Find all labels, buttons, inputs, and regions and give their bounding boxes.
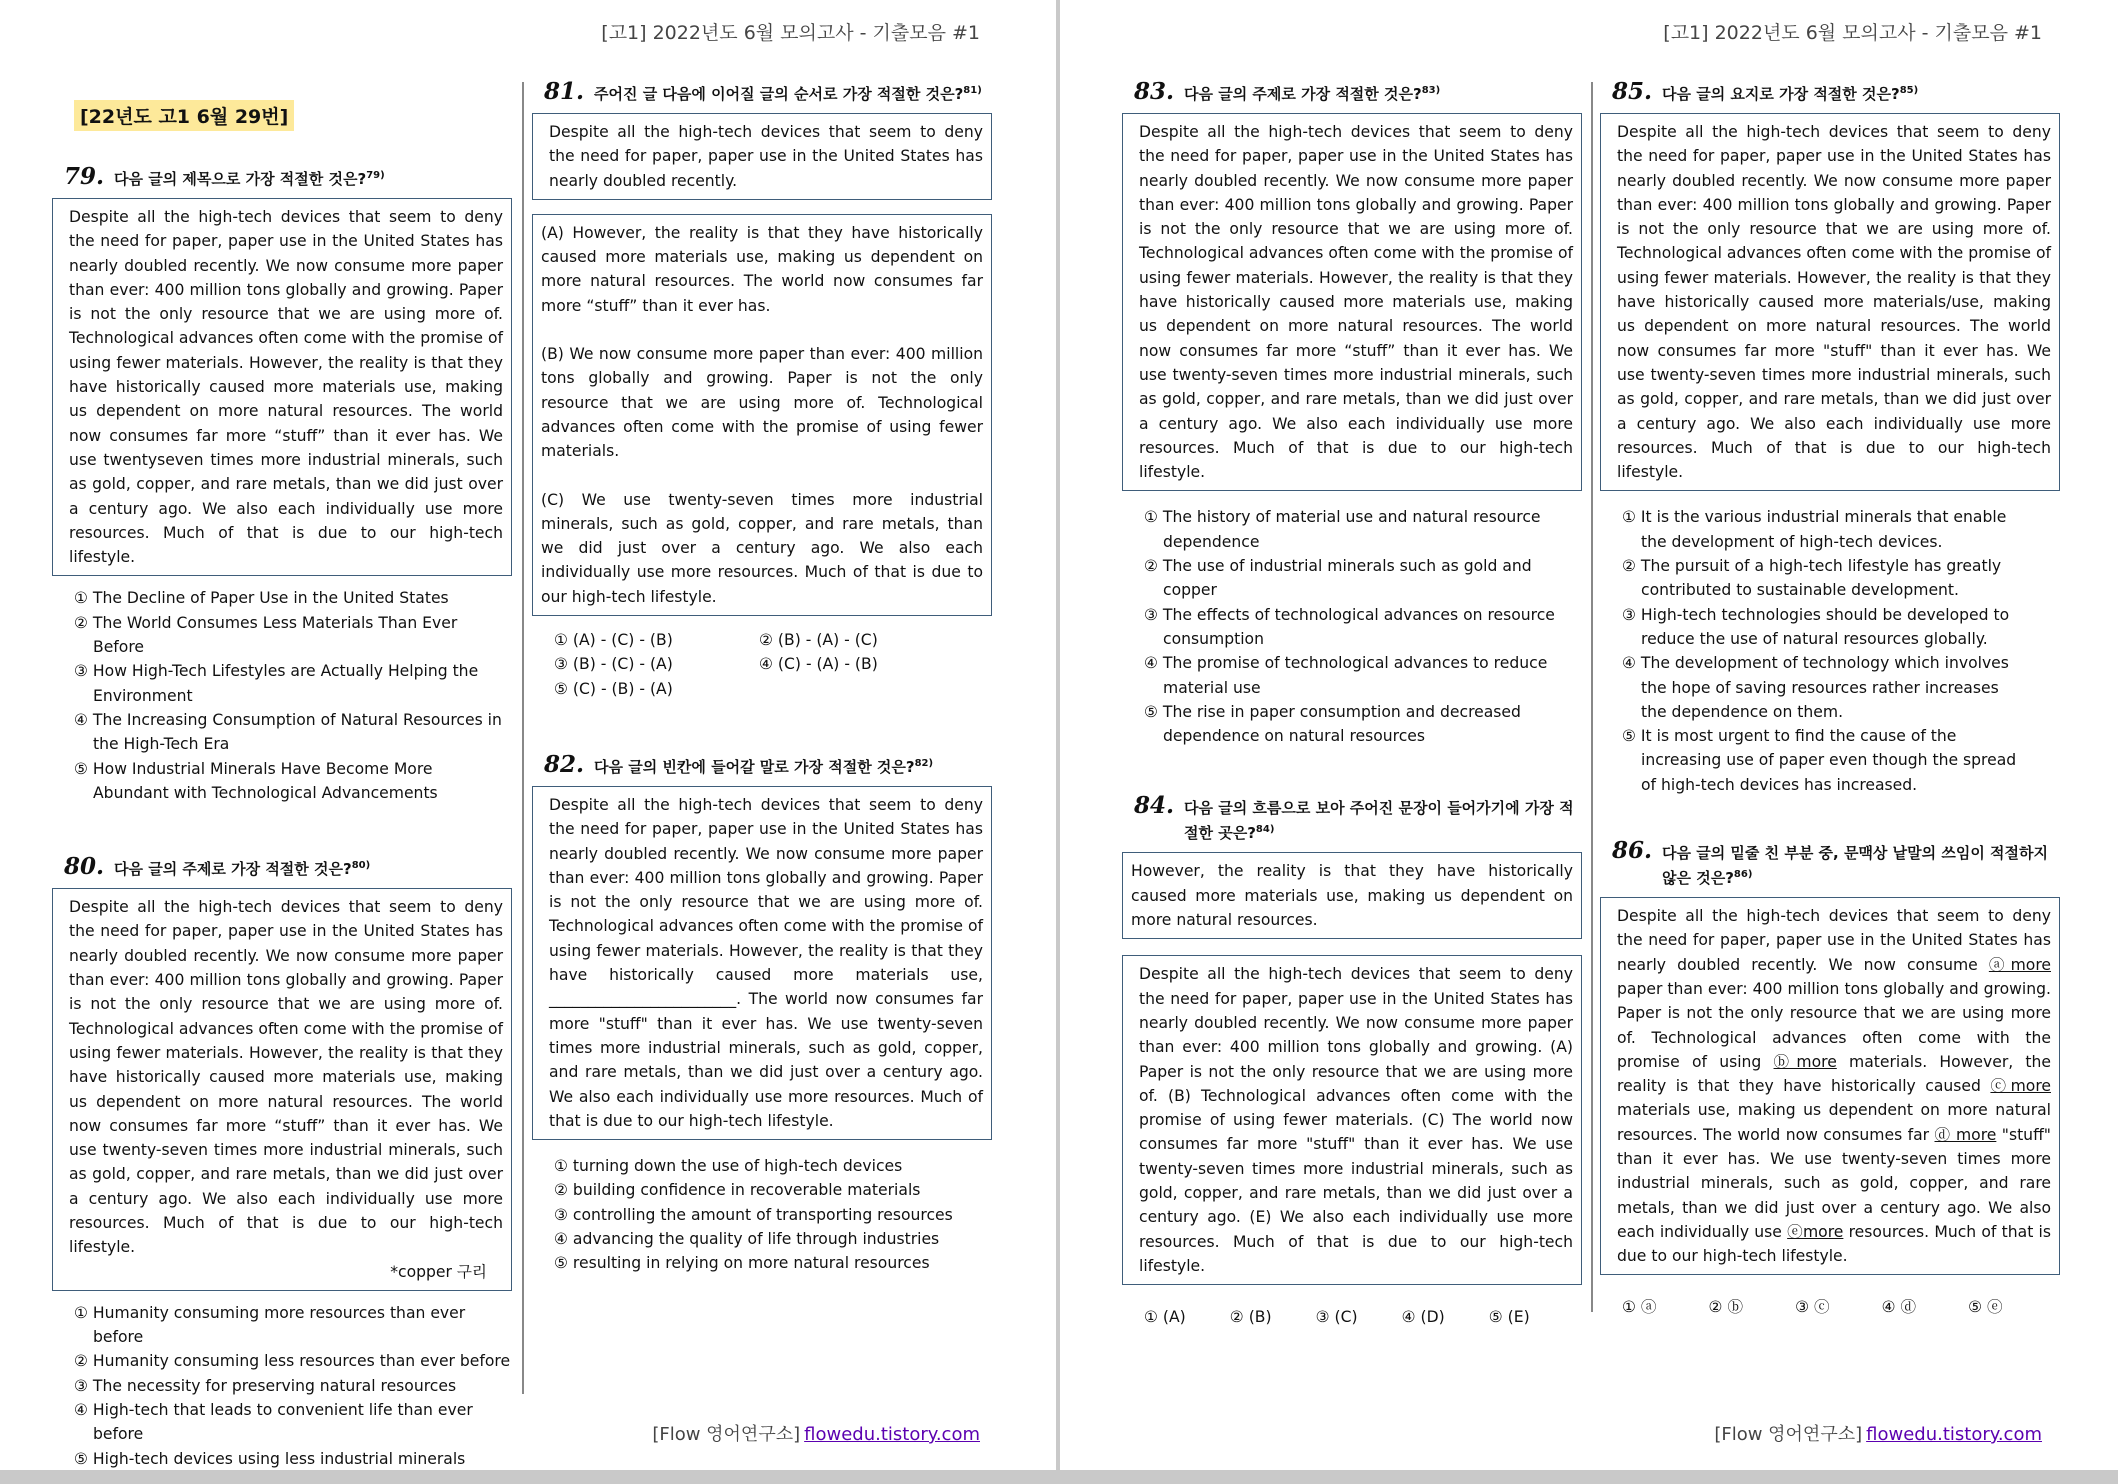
question-80 [52,853,512,1471]
question-number: 81. [544,78,585,105]
option-5[interactable]: ⑤ High-tech devices using less industrial minerals [74,1449,466,1468]
question-number: 86. [1612,837,1653,865]
passage-text: Despite all the high-tech devices that seem to deny the need for paper, paper use in the United States has nearly doubled recently. We now consume more paper than ever: 400 million tons globally and growing. Paper is not the only resource that we are using more of. Technological advances often come with the promise of using fewer materials. However, the reality is that they have historically caused more materials use, making us dependent on more natural resources. The world now consumes far more “stuff” than it ever has. We use twentyseven times more industrial minerals, such as gold, copper, and rare metals, than we did just over a century ago. We also each individually use more resources. Much of that is due to our high-tech lifestyle. [69,208,503,567]
underline-c: ⓒmore [1990,1077,2051,1096]
answer-options [1122,505,1582,748]
answer-options [532,628,992,701]
question-81 [532,78,992,701]
question-prompt: 다음 글의 제목으로 가장 적절한 것은?$^{79)}$ [114,170,385,188]
option-2[interactable]: ② ⓑ [1708,1298,1744,1317]
question-79 [52,163,512,805]
question-prompt: 주어진 글 다음에 이어질 글의 순서로 가장 적절한 것은?$^{81)}$ [594,85,982,103]
answer-options [1600,1295,2060,1319]
question-number: 80. [64,853,105,881]
option-4[interactable]: ④ The development of technology which involves the hope of saving resources rather increases the dependence on them. [1622,654,2009,721]
option-2[interactable]: ② The pursuit of a high-tech lifestyle has greatly contributed to sustainable development. [1622,557,2002,600]
option-4[interactable]: ④ High-tech that leads to convenient life than ever before [74,1401,473,1444]
option-4[interactable]: ④ The promise of technological advances to reduce material use [1144,654,1548,697]
passage-box [52,198,512,576]
question-85 [1600,78,2060,797]
footer-brand: [Flow 영어연구소] [1714,1424,1863,1445]
question-number: 79. [64,163,105,190]
underline-a: ⓐmore [1988,955,2051,974]
page-right [1060,0,2118,1470]
underline-b: ⓑmore [1773,1052,1837,1071]
option-2[interactable]: ② Humanity consuming less resources than ever before [74,1352,511,1371]
underline-d: ⓓ more [1934,1125,1997,1144]
column-divider [1591,82,1593,1312]
question-prompt: 다음 글의 밑줄 친 부분 중, 문맥상 낱말의 쓰임이 적절하지 않은 것은?$^{86)}$ [1662,844,2048,888]
question-prompt: 다음 글의 주제로 가장 적절한 것은?$^{80)}$ [114,860,371,879]
passage-box [1122,113,1582,491]
question-prompt: 다음 글의 요지로 가장 적절한 것은?$^{85)}$ [1662,85,1919,103]
option-3[interactable]: ③ ⓒ [1795,1298,1830,1317]
option-1[interactable]: ① (A) [1144,1308,1186,1327]
given-sentence: However, the reality is that they have historically caused more materials use, making us dependent on more natural resources. [1131,862,1573,930]
running-header: [고1] 2022년도 6월 모의고사 - 기출모음 #1 [601,22,980,44]
option-4[interactable]: ④ advancing the quality of life through industries [554,1229,940,1248]
option-5[interactable]: ⑤ The rise in paper consumption and decreased dependence on natural resources [1144,702,1521,746]
given-sentence-box [1122,852,1582,939]
column-divider [522,82,524,1394]
passage-box [532,214,992,616]
option-4[interactable]: ④ The Increasing Consumption of Natural Resources in the High-Tech Era [74,710,502,754]
question-number: 83. [1134,78,1175,105]
option-3[interactable]: ③ How High-Tech Lifestyles are Actually Helping the Environment [74,662,479,705]
given-sentence-box [532,113,992,200]
option-4[interactable]: ④ (C) - (A) - (B) [759,655,878,674]
answer-options [1600,505,2060,797]
answer-options [52,586,512,805]
option-3[interactable]: ③ High-tech technologies should be developed to reduce the use of natural resources globally. [1622,605,2010,648]
right-column [1600,78,2060,1319]
right-column [532,78,992,1276]
passage-text: Despite all the high-tech devices that seem to deny the need for paper, paper use in the United States has nearly doubled recently. We now consume more paper than ever: 400 million tons globally and growing. (A) Paper is not the only resource that we are using more of. (B) Technological advances often come with the promise of using fewer materials. (C) The world now consumes far more "stuff" than it ever has. We use twenty-seven times more industrial minerals, such as gold, copper, and rare metals, than we did just over a century ago. (E) We also each individually use more resources. Much of that is due to our high-tech lifestyle. [1139,965,1573,1275]
option-2[interactable]: ② The World Consumes Less Materials Than Ever Before [74,613,458,657]
source-tag: [22년도 고1 6월 29번] [74,100,294,131]
question-83 [1122,78,1582,748]
footer-brand: [Flow 영어연구소] [652,1424,801,1445]
question-86 [1600,837,2060,1319]
option-2[interactable]: ② (B) [1229,1308,1272,1327]
footer-link[interactable]: flowedu.tistory.com [1866,1424,2042,1445]
passage-text: Despite all the high-tech devices that seem to deny the need for paper, paper use in the United States has nearly doubled recently. We now consume more paper than ever: 400 million tons globally and growing. Paper is not the only resource that we are using more of. Technological advances often come with the promise of using fewer materials. However, the reality is that they have historically caused more materials use, making us dependent on more natural resources. The world now consumes far more “stuff” than it ever has. We use twenty-seven times more industrial minerals, such as gold, copper, and rare metals, than we did just over a century ago. We also each individually use more resources. Much of that is due to our high-tech lifestyle. [1139,123,1573,482]
passage-box [1122,955,1582,1285]
option-1[interactable]: ① It is the various industrial minerals that enable the development of high-tech devices. [1622,508,2007,551]
option-5[interactable]: ⑤ ⓔ [1968,1298,2003,1317]
left-column [52,78,512,1471]
passage-box [1600,897,2060,1275]
question-number: 85. [1612,78,1653,105]
answer-options [532,1154,992,1275]
blank: ________________________ [549,990,737,1009]
given-sentence: Despite all the high-tech devices that seem to deny the need for paper, paper use in the United States has nearly doubled recently. [549,123,983,190]
option-1[interactable]: ① The history of material use and natural resource dependence [1144,508,1541,551]
option-1[interactable]: ① turning down the use of high-tech devices [554,1157,903,1176]
question-number: 84. [1134,792,1175,820]
running-header: [고1] 2022년도 6월 모의고사 - 기출모음 #1 [1663,22,2042,44]
question-prompt: 다음 글의 빈칸에 들어갈 말로 가장 적절한 것은?$^{82)}$ [594,757,934,776]
option-2[interactable]: ② building confidence in recoverable materials [554,1181,921,1200]
question-84 [1122,792,1582,1329]
option-4[interactable]: ④ (D) [1401,1308,1445,1327]
passage-box [1600,113,2060,491]
option-2[interactable]: ② (B) - (A) - (C) [759,631,878,650]
passage-text: Despite all the high-tech devices that seem to deny the need for paper, paper use in the United States has nearly doubled recently. We now consume more paper than ever: 400 million tons globally and growing. Paper is not the only resource that we are using more of. Technological advances often come with the promise of using fewer materials. However, the reality is that they have historically caused more materials/use, making us dependent on more natural resources. The world now consumes far more "stuff" than it ever has. We use twenty-seven times more industrial minerals, such as gold, copper, and rare metals, than we did just over a century ago. We also each individually use more resources. Much of that is due to our high-tech lifestyle. [1617,123,2051,482]
option-3[interactable]: ③ (C) [1315,1308,1358,1327]
passage-box [532,786,992,1140]
passage-text: Despite all the high-tech devices that seem to deny the need for paper, paper use in the United States has nearly doubled recently. We now consume more paper than ever: 400 million tons globally and growing. Paper is not the only resource that we are using more of. Technological advances often come with the promise of using fewer materials. However, the reality is that they have historically caused more materials use, making us dependent on more natural resources. The world now consumes far more “stuff” than it ever has. We use twenty-seven times more industrial minerals, such as gold, copper, and rare metals, than we did just over a century ago. We also each individually use more resources. Much of that is due to our high-tech lifestyle. [69,898,503,1257]
option-1[interactable]: ① ⓐ [1622,1298,1657,1317]
passage-box [52,888,512,1291]
paragraph-c: (C) We use twenty-seven times more industrial minerals, such as gold, copper, and rare metals, than we did just over a century ago. We also each individually use more resources. Much of that is due to our high-tech lifestyle. [541,490,983,606]
footer [652,1420,980,1446]
page-left [0,0,1056,1470]
option-4[interactable]: ④ ⓓ [1881,1298,1917,1317]
passage-text: Despite all the high-tech devices that seem to deny the need for paper, paper use in the United States has nearly doubled recently. We now consume more paper than ever: 400 million tons globally and growing. Paper is not the only resource that we are using more of. Technological advances often come with the promise of using fewer materials. However, the reality is that they have historically caused more materials use, ________________________. The world now consumes far more "stuff" than it ever has. We use twenty-seven times more industrial minerals, such as gold, copper, and rare metals, than we did just over a century ago. We also each individually use more resources. Much of that is due to our high-tech lifestyle. [549,795,983,1130]
option-3[interactable]: ③ controlling the amount of transporting resources [554,1205,953,1224]
option-5[interactable]: ⑤ (C) - (B) - (A) [554,679,673,698]
option-5[interactable]: ⑤ (E) [1488,1308,1530,1327]
answer-options [52,1301,512,1471]
option-1[interactable]: ① The Decline of Paper Use in the United States [74,589,449,608]
option-5[interactable]: ⑤ It is most urgent to find the cause of the increasing use of paper even though the spread of high-tech devices has increased. [1622,727,2017,794]
option-3[interactable]: ③ (B) - (C) - (A) [554,655,673,674]
option-5[interactable]: ⑤ resulting in relying on more natural resources [554,1254,930,1273]
question-82 [532,751,992,1276]
option-3[interactable]: ③ The necessity for preserving natural resources [74,1376,457,1395]
question-prompt: 다음 글의 주제로 가장 적절한 것은?$^{83)}$ [1184,85,1441,103]
option-5[interactable]: ⑤ How Industrial Minerals Have Become More Abundant with Technological Advancements [74,759,438,802]
left-column [1122,78,1582,1329]
option-2[interactable]: ② The use of industrial minerals such as gold and copper [1144,557,1532,600]
footer [1714,1420,2042,1446]
underline-e: ⓔmore [1787,1222,1844,1241]
paragraph-b: (B) We now consume more paper than ever: 400 million tons globally and growing. Paper is not the only resource that we are using more of. Technological advances often come with the promise of using fewer materials. [541,345,983,461]
answer-options [1122,1305,1582,1329]
option-1[interactable]: ① Humanity consuming more resources than ever before [74,1303,466,1347]
option-1[interactable]: ① (A) - (C) - (B) [554,631,673,650]
passage-text: Despite all the high-tech devices that seem to deny the need for paper, paper use in the United States has nearly doubled recently. We now consume ⓐmore paper than ever: 400 million tons globally and growing. Paper is not the only resource that we are using more of. Technological advances often come with the promise of using ⓑmore materials. However, the reality is that they have historically caused ⓒmore materials use, making us dependent on more natural resources. The world now consumes far ⓓ more "stuff" than it ever has. We use twenty-seven times more industrial minerals, such as gold, copper, and rare metals, than we did just over a century ago. We also each individually use ⓔmore resources. Much of that is due to our high-tech lifestyle. [1617,907,2051,1266]
vocab-note: *copper 구리 [390,1262,487,1281]
question-number: 82. [544,750,585,778]
paragraph-a: (A) However, the reality is that they have historically caused more materials use, making us dependent on more natural resources. The world now consumes far more “stuff” than it ever has. [541,223,983,315]
option-3[interactable]: ③ The effects of technological advances on resource consumption [1144,605,1555,648]
footer-link[interactable]: flowedu.tistory.com [804,1424,980,1445]
question-prompt: 다음 글의 흐름으로 보아 주어진 문장이 들어가기에 가장 적절한 곳은?$^{84)}$ [1184,799,1574,843]
